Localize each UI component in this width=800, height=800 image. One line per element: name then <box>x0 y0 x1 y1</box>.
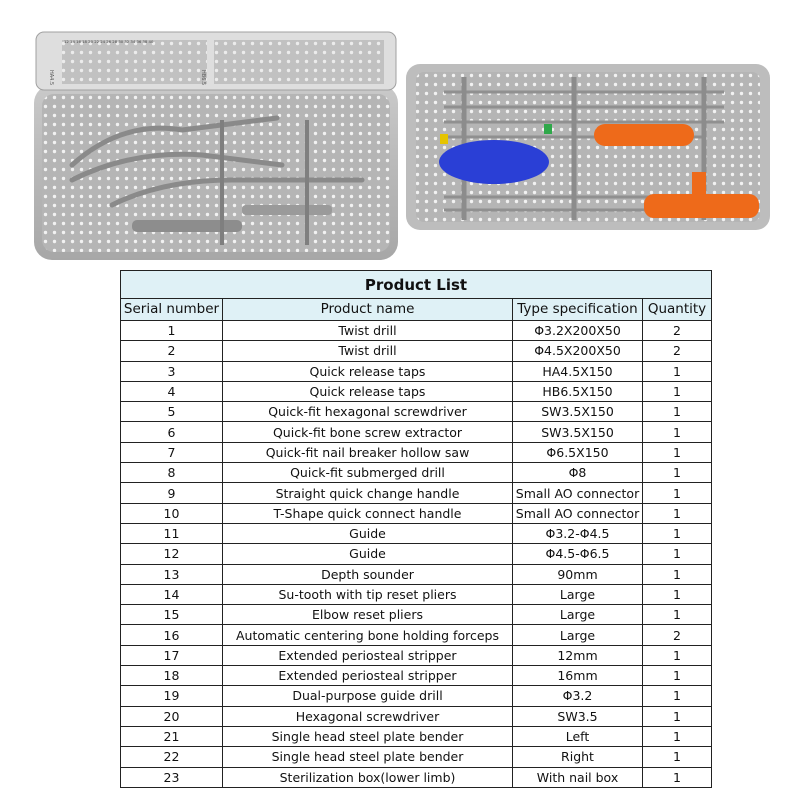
table-row <box>121 726 712 746</box>
table-row <box>121 361 712 381</box>
serial-cell: 22 <box>121 747 223 767</box>
table-row <box>121 483 712 503</box>
name-cell: Extended periosteal stripper <box>223 666 513 686</box>
name-cell: Dual-purpose guide drill <box>223 686 513 706</box>
name-cell: Quick-fit submerged drill <box>223 463 513 483</box>
spec-cell: Large <box>513 584 643 604</box>
name-cell: Sterilization box(lower limb) <box>223 767 513 787</box>
serial-cell: 15 <box>121 605 223 625</box>
serial-cell: 12 <box>121 544 223 564</box>
name-cell: Quick-fit hexagonal screwdriver <box>223 402 513 422</box>
serial-cell: 20 <box>121 706 223 726</box>
qty-cell: 2 <box>643 341 712 361</box>
spec-cell: Right <box>513 747 643 767</box>
name-cell: Elbow reset pliers <box>223 605 513 625</box>
serial-cell: 7 <box>121 442 223 462</box>
serial-cell: 2 <box>121 341 223 361</box>
product-list-table <box>120 270 712 788</box>
name-cell: Depth sounder <box>223 564 513 584</box>
table-row <box>121 544 712 564</box>
table-row <box>121 584 712 604</box>
serial-cell: 9 <box>121 483 223 503</box>
table-row <box>121 706 712 726</box>
serial-cell: 19 <box>121 686 223 706</box>
serial-cell: 6 <box>121 422 223 442</box>
name-cell: Su-tooth with tip reset pliers <box>223 584 513 604</box>
spec-cell: HA4.5X150 <box>513 361 643 381</box>
spec-cell: Φ3.2X200X50 <box>513 321 643 341</box>
qty-cell: 1 <box>643 402 712 422</box>
tray-photo-right <box>404 62 772 232</box>
spec-cell: Φ3.2-Φ4.5 <box>513 523 643 543</box>
table-row <box>121 503 712 523</box>
qty-cell: 1 <box>643 686 712 706</box>
spec-cell: SW3.5X150 <box>513 422 643 442</box>
header-quantity: Quantity <box>643 299 712 321</box>
spec-cell: 12mm <box>513 645 643 665</box>
spec-cell: Φ6.5X150 <box>513 442 643 462</box>
spec-cell: Small AO connector <box>513 503 643 523</box>
name-cell: Quick-fit bone screw extractor <box>223 422 513 442</box>
spec-cell: Large <box>513 605 643 625</box>
name-cell: Automatic centering bone holding forceps <box>223 625 513 645</box>
serial-cell: 14 <box>121 584 223 604</box>
table-row <box>121 321 712 341</box>
spec-cell: 16mm <box>513 666 643 686</box>
qty-cell: 1 <box>643 463 712 483</box>
lid-label-b: HB6.5 <box>200 70 206 86</box>
spec-cell: Small AO connector <box>513 483 643 503</box>
table-title: Product List <box>121 271 712 299</box>
qty-cell: 1 <box>643 442 712 462</box>
qty-cell: 1 <box>643 726 712 746</box>
table-row <box>121 341 712 361</box>
qty-cell: 1 <box>643 381 712 401</box>
name-cell: T-Shape quick connect handle <box>223 503 513 523</box>
name-cell: Straight quick change handle <box>223 483 513 503</box>
table-header-row <box>121 299 712 321</box>
qty-cell: 1 <box>643 706 712 726</box>
name-cell: Quick release taps <box>223 381 513 401</box>
orange-handle-straight <box>594 124 694 146</box>
qty-cell: 1 <box>643 645 712 665</box>
lid-ruler-numbers: 12 14 16 18 20 22 24 26 28 30 32 34 36 38 40 <box>64 39 154 44</box>
name-cell: Single head steel plate bender <box>223 726 513 746</box>
table-row <box>121 645 712 665</box>
serial-cell: 5 <box>121 402 223 422</box>
qty-cell: 1 <box>643 605 712 625</box>
spec-cell: Large <box>513 625 643 645</box>
table-row <box>121 564 712 584</box>
qty-cell: 1 <box>643 564 712 584</box>
serial-cell: 13 <box>121 564 223 584</box>
qty-cell: 1 <box>643 767 712 787</box>
serial-cell: 17 <box>121 645 223 665</box>
table-row <box>121 442 712 462</box>
spec-cell: Φ8 <box>513 463 643 483</box>
qty-cell: 1 <box>643 666 712 686</box>
table-row <box>121 747 712 767</box>
qty-cell: 2 <box>643 321 712 341</box>
qty-cell: 1 <box>643 544 712 564</box>
spec-cell: SW3.5X150 <box>513 402 643 422</box>
name-cell: Quick release taps <box>223 361 513 381</box>
table-row <box>121 686 712 706</box>
qty-cell: 1 <box>643 747 712 767</box>
table-row <box>121 605 712 625</box>
spec-cell: 90mm <box>513 564 643 584</box>
qty-cell: 1 <box>643 422 712 442</box>
serial-cell: 8 <box>121 463 223 483</box>
name-cell: Guide <box>223 544 513 564</box>
serial-cell: 23 <box>121 767 223 787</box>
table-row <box>121 402 712 422</box>
table-title-row <box>121 271 712 299</box>
header-serial-number: Serial number <box>121 299 223 321</box>
table-row <box>121 666 712 686</box>
spec-cell: SW3.5 <box>513 706 643 726</box>
name-cell: Twist drill <box>223 341 513 361</box>
header-type-specification: Type specification <box>513 299 643 321</box>
header-product-name: Product name <box>223 299 513 321</box>
tray-photo-left <box>32 30 400 262</box>
spec-cell: Φ3.2 <box>513 686 643 706</box>
spec-cell: HB6.5X150 <box>513 381 643 401</box>
serial-cell: 4 <box>121 381 223 401</box>
name-cell: Guide <box>223 523 513 543</box>
name-cell: Single head steel plate bender <box>223 747 513 767</box>
name-cell: Extended periosteal stripper <box>223 645 513 665</box>
spec-cell: Left <box>513 726 643 746</box>
serial-cell: 11 <box>121 523 223 543</box>
qty-cell: 1 <box>643 503 712 523</box>
qty-cell: 1 <box>643 361 712 381</box>
name-cell: Hexagonal screwdriver <box>223 706 513 726</box>
qty-cell: 1 <box>643 483 712 503</box>
serial-cell: 18 <box>121 666 223 686</box>
serial-cell: 3 <box>121 361 223 381</box>
table-row <box>121 625 712 645</box>
table-row <box>121 523 712 543</box>
serial-cell: 10 <box>121 503 223 523</box>
table-row <box>121 381 712 401</box>
table-row <box>121 422 712 442</box>
qty-cell: 1 <box>643 523 712 543</box>
spec-cell: Φ4.5X200X50 <box>513 341 643 361</box>
table-row <box>121 463 712 483</box>
qty-cell: 1 <box>643 584 712 604</box>
blue-handle <box>439 140 549 184</box>
spec-cell: Φ4.5-Φ6.5 <box>513 544 643 564</box>
serial-cell: 16 <box>121 625 223 645</box>
lid-label-a: HA4.5 <box>48 70 54 86</box>
name-cell: Twist drill <box>223 321 513 341</box>
spec-cell: With nail box <box>513 767 643 787</box>
serial-cell: 21 <box>121 726 223 746</box>
serial-cell: 1 <box>121 321 223 341</box>
qty-cell: 2 <box>643 625 712 645</box>
table-row <box>121 767 712 787</box>
name-cell: Quick-fit nail breaker hollow saw <box>223 442 513 462</box>
